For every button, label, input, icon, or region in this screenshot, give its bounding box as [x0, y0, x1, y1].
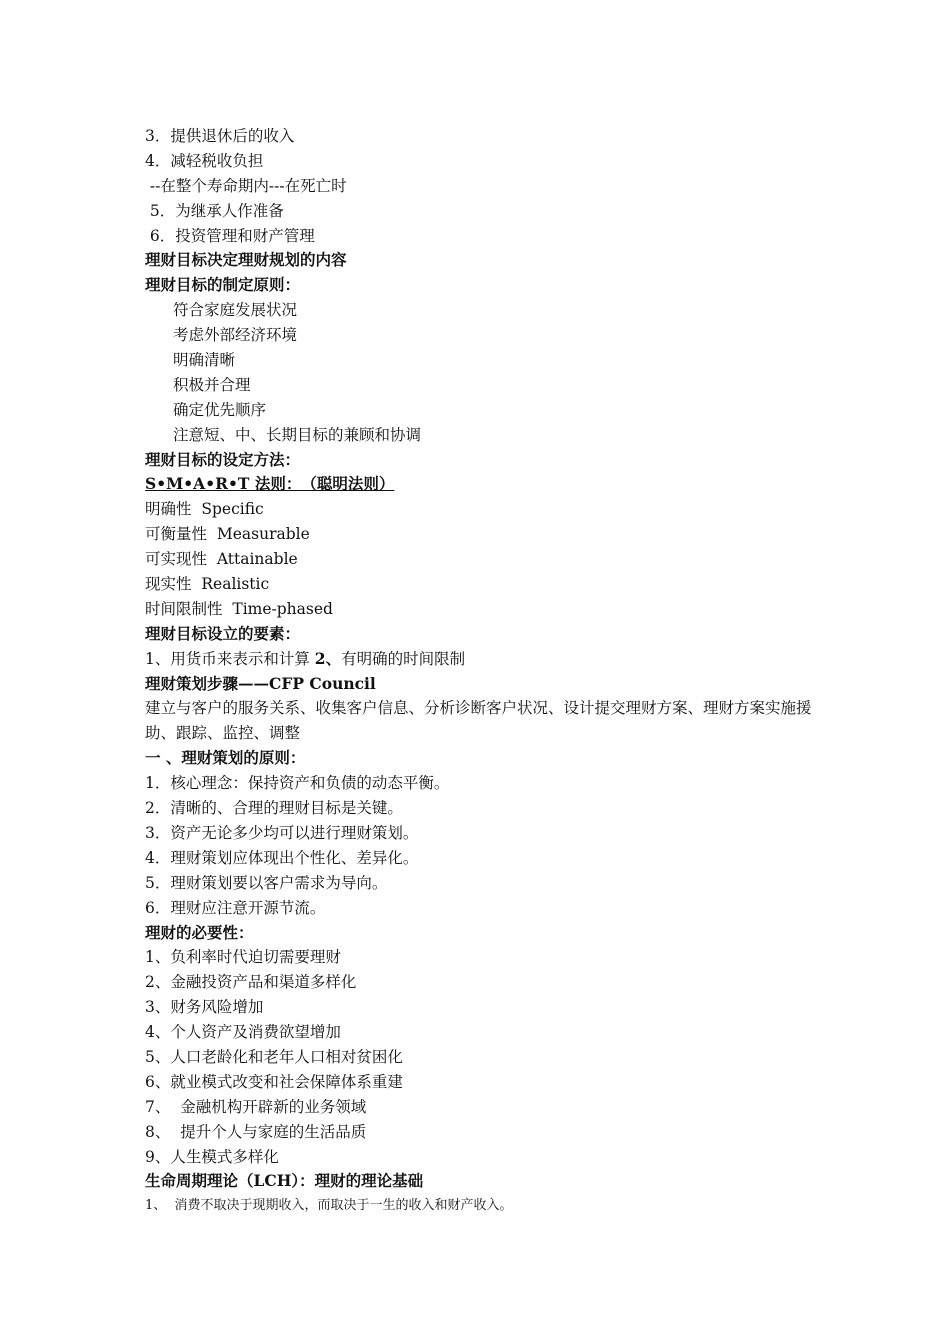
- text-line: 1．核心理念：保持资产和负债的动态平衡。: [145, 774, 450, 793]
- text-line: 7、 金融机构开辟新的业务领域: [145, 1097, 367, 1116]
- text-line: 5．为继承人作准备: [145, 201, 284, 220]
- element-2-number: 2、: [314, 648, 342, 668]
- smart-item: 明确性 Specific: [145, 500, 264, 519]
- principle-item: 考虑外部经济环境: [173, 326, 298, 345]
- smart-item: 时间限制性 Time-phased: [145, 599, 333, 618]
- text-line: 4．减轻税收负担: [145, 151, 264, 170]
- smart-rule-heading: S•M•A•R•T 法则： （聪明法则）: [145, 474, 395, 494]
- text-line: 3．资产无论多少均可以进行理财策划。: [145, 823, 419, 842]
- text-line: 6、就业模式改变和社会保障体系重建: [145, 1072, 403, 1091]
- principle-item: 符合家庭发展状况: [173, 301, 298, 320]
- principle-item: 确定优先顺序: [173, 400, 267, 419]
- smart-item: 现实性 Realistic: [145, 575, 270, 594]
- section-heading: 生命周期理论（LCH）：理财的理论基础: [145, 1171, 424, 1191]
- section-heading: 理财目标设立的要素：: [145, 623, 301, 643]
- text-line: 5．理财策划要以客户需求为导向。: [145, 873, 388, 892]
- text-line: 6．理财应注意开源节流。: [145, 898, 326, 917]
- section-heading: 一 、理财策划的原则：: [145, 748, 306, 768]
- section-heading: 理财目标的制定原则：: [145, 275, 301, 295]
- element-1: 1、用货币来表示和计算: [145, 649, 315, 668]
- text-paragraph: 建立与客户的服务关系、收集客户信息、分析诊断客户状况、设计提交理财方案、理财方案实施援助、跟踪、监控、调整: [145, 699, 812, 743]
- text-line: 2．清晰的、合理的理财目标是关键。: [145, 799, 403, 818]
- text-line: 8、 提升个人与家庭的生活品质: [145, 1122, 367, 1141]
- text-line: 3．提供退休后的收入: [145, 127, 295, 145]
- text-line: 6．投资管理和财产管理: [145, 226, 315, 245]
- smart-item: 可实现性 Attainable: [145, 550, 298, 569]
- text-line: 5、人口老龄化和老年人口相对贫困化: [145, 1047, 403, 1066]
- text-line: 1、 消费不取决于现期收入，而取决于一生的收入和财产收入。: [145, 1198, 513, 1214]
- smart-item: 可衡量性 Measurable: [145, 525, 310, 544]
- principle-item: 注意短、中、长期目标的兼顾和协调: [173, 425, 422, 444]
- text-line: 4、个人资产及消费欲望增加: [145, 1023, 341, 1042]
- element-2: 有明确的时间限制: [341, 649, 466, 668]
- principle-item: 积极并合理: [173, 375, 251, 394]
- text-line: 2、金融投资产品和渠道多样化: [145, 973, 357, 992]
- section-heading: 理财目标的设定方法：: [145, 449, 301, 469]
- section-heading: 理财目标决定理财规划的内容: [145, 250, 347, 270]
- section-heading: 理财策划步骤——CFP Council: [145, 673, 376, 693]
- section-heading: 理财的必要性：: [145, 922, 254, 942]
- text-line: 4．理财策划应体现出个性化、差异化。: [145, 848, 419, 867]
- text-line: 3、财务风险增加: [145, 998, 264, 1017]
- document-body: [145, 124, 825, 1219]
- text-line: 1、负利率时代迫切需要理财: [145, 948, 341, 967]
- text-line: 9、人生模式多样化: [145, 1147, 279, 1166]
- text-line: [145, 647, 825, 672]
- principle-item: 明确清晰: [173, 351, 236, 370]
- text-line: --在整个寿命期内---在死亡时: [145, 176, 347, 195]
